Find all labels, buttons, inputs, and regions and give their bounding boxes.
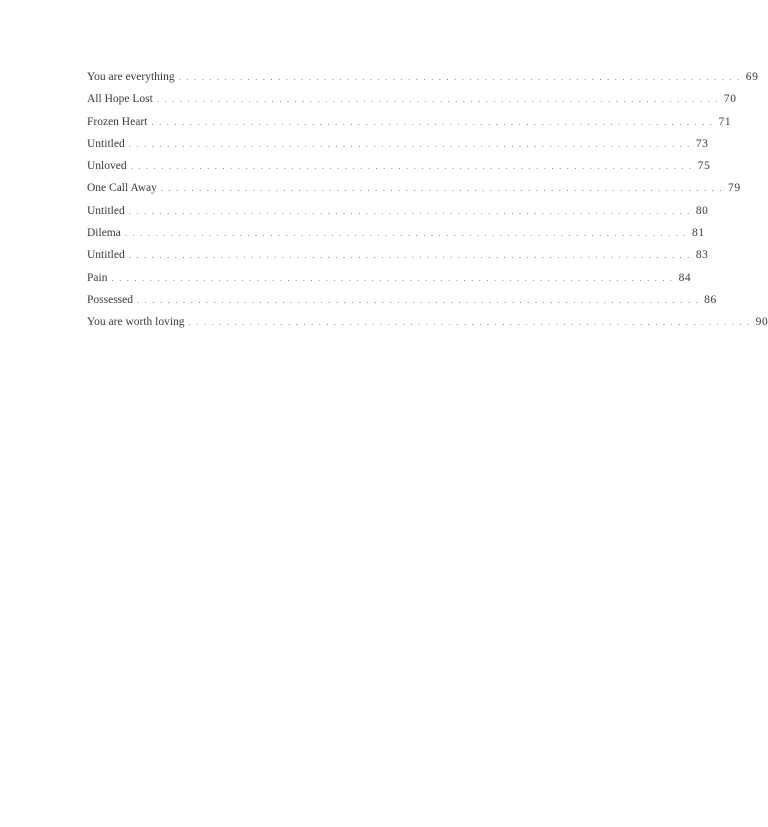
toc-entry[interactable] <box>87 271 692 294</box>
dot-leader: .......................................................................... <box>128 138 695 149</box>
toc-entry-page-number: 83 <box>695 249 709 262</box>
toc-entry[interactable] <box>87 249 709 271</box>
dot-leader: .......................................................................... <box>124 228 691 239</box>
dot-leader: .......................................................................... <box>160 183 727 194</box>
toc-entry-page-number: 75 <box>697 160 711 173</box>
toc-entry[interactable] <box>87 93 737 115</box>
toc-entry-title: Unloved <box>87 160 127 173</box>
toc-entry[interactable] <box>87 71 759 93</box>
dot-leader: .......................................................................... <box>128 250 695 261</box>
toc-entry-title: Untitled <box>87 204 125 217</box>
toc-entry-page-number: 69 <box>745 71 759 83</box>
toc-entry-title: You are worth loving <box>87 316 185 329</box>
toc-entry-page-number: 79 <box>727 182 741 195</box>
toc-entry-title: Untitled <box>87 137 125 150</box>
toc-entry-page-number: 84 <box>678 271 692 284</box>
toc-entry[interactable] <box>87 137 709 160</box>
toc-entry-title: You are everything <box>87 71 175 83</box>
dot-leader: .......................................................................... <box>111 272 678 283</box>
dot-leader: .......................................................................... <box>188 317 755 328</box>
dot-leader: .......................................................................... <box>137 294 704 305</box>
toc-entry[interactable] <box>87 204 709 227</box>
toc-entry[interactable] <box>87 293 717 316</box>
toc-entry-title: Pain <box>87 271 108 284</box>
dot-leader: .......................................................................... <box>151 116 718 127</box>
toc-entry-page-number: 90 <box>755 316 768 329</box>
toc-entry-title: Dilema <box>87 227 121 240</box>
toc-entry-page-number: 73 <box>695 137 709 150</box>
toc-entry[interactable] <box>87 160 711 182</box>
toc-entry-title: Frozen Heart <box>87 115 148 128</box>
toc-entry-page-number: 81 <box>691 227 705 240</box>
toc-entry[interactable] <box>87 115 732 138</box>
toc-entry-page-number: 70 <box>723 93 737 106</box>
toc-entry-title: All Hope Lost <box>87 93 153 106</box>
toc-entry[interactable] <box>87 182 741 204</box>
toc-entry[interactable] <box>87 316 768 338</box>
toc-entry[interactable] <box>87 227 705 249</box>
toc-entry-page-number: 80 <box>695 204 709 217</box>
toc-entry-page-number: 86 <box>704 293 717 306</box>
toc-entry-title: Untitled <box>87 249 125 262</box>
toc-entry-title: Possessed <box>87 293 134 306</box>
dot-leader: .......................................................................... <box>156 94 723 105</box>
dot-leader: .......................................................................... <box>128 205 695 216</box>
dot-leader: .......................................................................... <box>178 72 745 82</box>
toc-entry-title: One Call Away <box>87 182 157 195</box>
toc-entry-page-number: 71 <box>718 115 732 128</box>
table-of-contents <box>87 71 768 339</box>
dot-leader: .......................................................................... <box>130 161 697 172</box>
